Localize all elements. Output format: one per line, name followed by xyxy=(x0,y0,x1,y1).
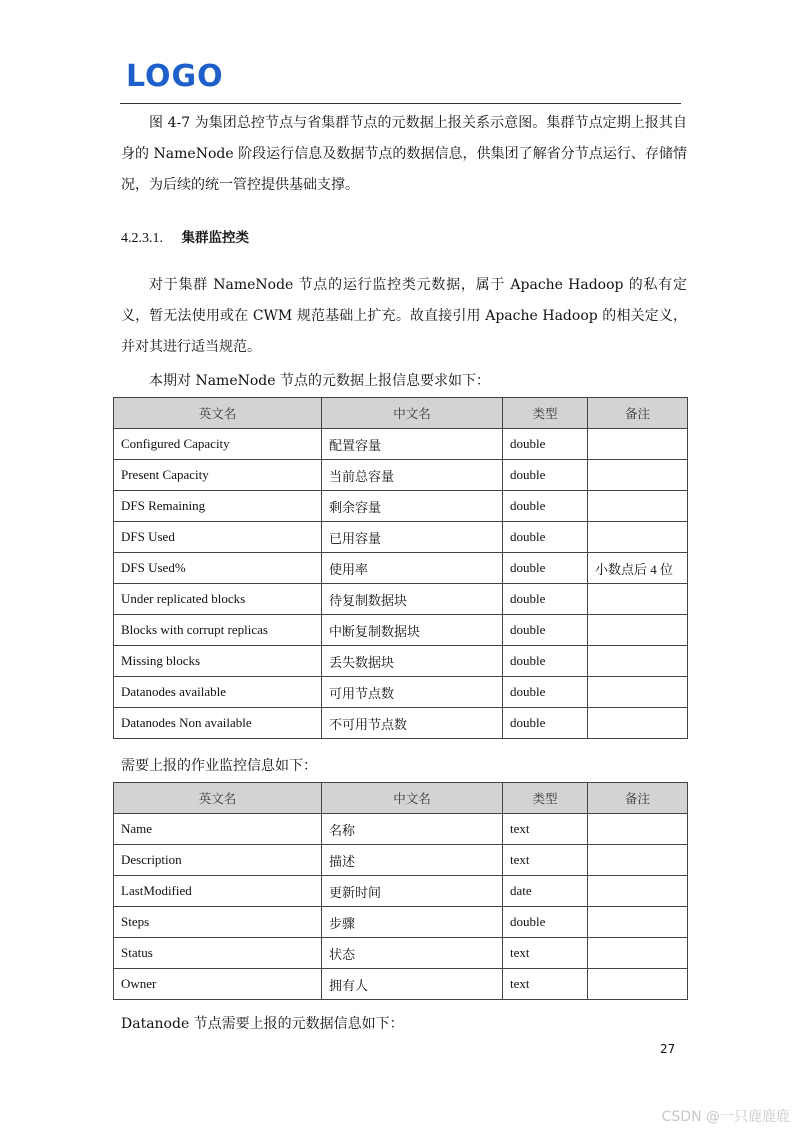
table-row xyxy=(114,429,688,460)
datanode-table-caption: Datanode 节点需要上报的元数据信息如下： xyxy=(121,1016,404,1032)
cell-type: double xyxy=(503,677,588,708)
cell-type: text xyxy=(503,814,588,845)
cell-type: double xyxy=(503,429,588,460)
table-row xyxy=(114,460,688,491)
table-row xyxy=(114,969,688,1000)
cell-type: double xyxy=(503,522,588,553)
cell-chinese-name: 使用率 xyxy=(322,553,503,584)
cell-english-name: Under replicated blocks xyxy=(114,584,322,615)
cell-remarks xyxy=(588,491,688,522)
header-type: 类型 xyxy=(503,783,588,814)
cell-type: double xyxy=(503,553,588,584)
table-row xyxy=(114,553,688,584)
cell-remarks xyxy=(588,584,688,615)
section-number: 4.2.3.1. xyxy=(121,231,163,246)
cell-chinese-name: 中断复制数据块 xyxy=(322,615,503,646)
table-row xyxy=(114,491,688,522)
cell-chinese-name: 描述 xyxy=(322,845,503,876)
cell-remarks xyxy=(588,938,688,969)
cell-remarks xyxy=(588,708,688,739)
table-header-row xyxy=(114,398,688,429)
header-chinese-name: 中文名 xyxy=(322,783,503,814)
page-number: 27 xyxy=(660,1042,676,1056)
cell-english-name: Datanodes Non available xyxy=(114,708,322,739)
cell-chinese-name: 已用容量 xyxy=(322,522,503,553)
table-row xyxy=(114,584,688,615)
cell-type: text xyxy=(503,969,588,1000)
cell-chinese-name: 待复制数据块 xyxy=(322,584,503,615)
cell-chinese-name: 步骤 xyxy=(322,907,503,938)
cell-chinese-name: 剩余容量 xyxy=(322,491,503,522)
cell-english-name: Name xyxy=(114,814,322,845)
cell-type: text xyxy=(503,938,588,969)
cell-english-name: Blocks with corrupt replicas xyxy=(114,615,322,646)
job-table-caption: 需要上报的作业监控信息如下： xyxy=(121,758,317,774)
cell-english-name: DFS Used xyxy=(114,522,322,553)
cell-english-name: Datanodes available xyxy=(114,677,322,708)
cell-remarks xyxy=(588,522,688,553)
cluster-monitoring-paragraph: 对于集群 NameNode 节点的运行监控类元数据，属于 Apache Hadoop 的私有定义，暂无法使用或在 CWM 规范基础上扩充。故直接引用 Apache Hadoop 的相关定义，并对其进行适当规范。 xyxy=(121,277,687,355)
cell-remarks xyxy=(588,845,688,876)
cell-chinese-name: 状态 xyxy=(322,938,503,969)
job-monitoring-table xyxy=(113,782,688,1000)
table-row xyxy=(114,907,688,938)
header-remarks: 备注 xyxy=(588,783,688,814)
cell-chinese-name: 丢失数据块 xyxy=(322,646,503,677)
cell-english-name: LastModified xyxy=(114,876,322,907)
cell-english-name: Status xyxy=(114,938,322,969)
cell-type: double xyxy=(503,646,588,677)
table-row xyxy=(114,708,688,739)
table-row xyxy=(114,646,688,677)
table-row xyxy=(114,845,688,876)
cell-chinese-name: 配置容量 xyxy=(322,429,503,460)
cell-type: double xyxy=(503,615,588,646)
cell-english-name: DFS Remaining xyxy=(114,491,322,522)
table-row xyxy=(114,938,688,969)
table-row xyxy=(114,677,688,708)
namenode-metadata-table xyxy=(113,397,688,739)
cell-type: double xyxy=(503,708,588,739)
cell-chinese-name: 拥有人 xyxy=(322,969,503,1000)
header-english-name: 英文名 xyxy=(114,398,322,429)
cell-type: double xyxy=(503,584,588,615)
section-title: 集群监控类 xyxy=(181,230,249,246)
cell-english-name: Present Capacity xyxy=(114,460,322,491)
header-type: 类型 xyxy=(503,398,588,429)
cell-remarks xyxy=(588,907,688,938)
cell-chinese-name: 更新时间 xyxy=(322,876,503,907)
cell-english-name: Owner xyxy=(114,969,322,1000)
cell-remarks xyxy=(588,677,688,708)
cell-remarks xyxy=(588,969,688,1000)
cell-english-name: Description xyxy=(114,845,322,876)
logo: LOGO xyxy=(126,59,224,94)
cell-remarks xyxy=(588,429,688,460)
watermark: CSDN @一只鹿鹿鹿 xyxy=(661,1109,790,1125)
cell-remarks xyxy=(588,814,688,845)
table-row xyxy=(114,615,688,646)
table-row xyxy=(114,814,688,845)
cell-type: text xyxy=(503,845,588,876)
table-header-row xyxy=(114,783,688,814)
header-remarks: 备注 xyxy=(588,398,688,429)
cell-type: double xyxy=(503,460,588,491)
cell-remarks xyxy=(588,646,688,677)
cell-english-name: Steps xyxy=(114,907,322,938)
table-row xyxy=(114,876,688,907)
section-heading xyxy=(121,226,249,247)
cell-remarks xyxy=(588,460,688,491)
cell-type: date xyxy=(503,876,588,907)
intro-paragraph: 图 4-7 为集团总控节点与省集群节点的元数据上报关系示意图。集群节点定期上报其自身的 NameNode 阶段运行信息及数据节点的数据信息，供集团了解省分节点运行、存储情况，为后续的统一管控提供基础支撑。 xyxy=(121,115,687,193)
cell-type: double xyxy=(503,491,588,522)
cell-remarks xyxy=(588,876,688,907)
cell-chinese-name: 名称 xyxy=(322,814,503,845)
header-divider xyxy=(120,103,681,104)
cell-english-name: Missing blocks xyxy=(114,646,322,677)
cell-chinese-name: 不可用节点数 xyxy=(322,708,503,739)
table-row xyxy=(114,522,688,553)
cell-chinese-name: 当前总容量 xyxy=(322,460,503,491)
cell-english-name: DFS Used% xyxy=(114,553,322,584)
cell-chinese-name: 可用节点数 xyxy=(322,677,503,708)
cell-type: double xyxy=(503,907,588,938)
cell-english-name: Configured Capacity xyxy=(114,429,322,460)
header-english-name: 英文名 xyxy=(114,783,322,814)
cell-remarks xyxy=(588,615,688,646)
namenode-table-caption: 本期对 NameNode 节点的元数据上报信息要求如下： xyxy=(149,373,490,389)
header-chinese-name: 中文名 xyxy=(322,398,503,429)
cell-remarks: 小数点后 4 位 xyxy=(588,553,688,584)
